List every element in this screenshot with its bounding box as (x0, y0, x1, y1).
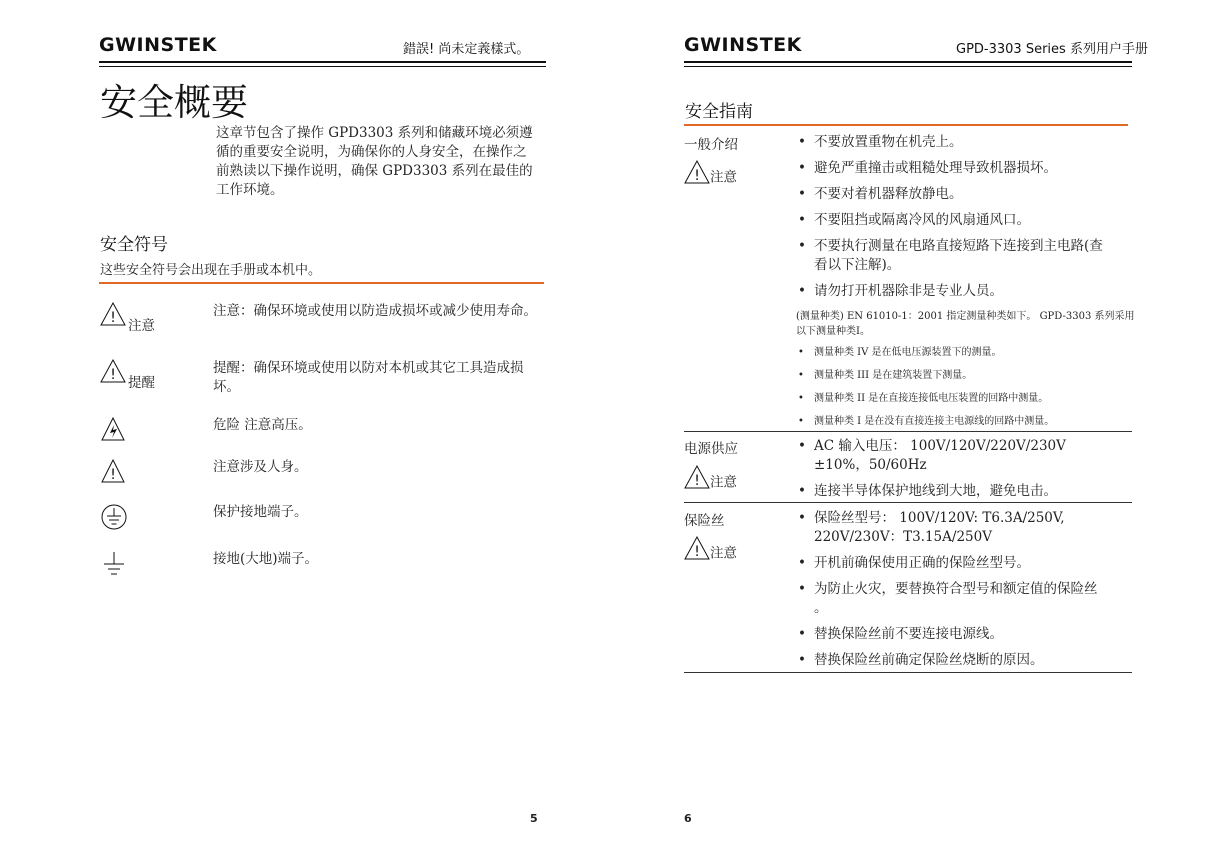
symbol-label: 提醒 (128, 375, 155, 391)
warning-triangle-icon (100, 302, 126, 326)
warning-triangle-icon (100, 359, 126, 383)
fuse-list (796, 509, 1126, 670)
list-item: • AC 输入电压： 100V/120V/220V/230V ±10%，50/60Hz (796, 437, 1114, 475)
header-rule-thin (684, 66, 1132, 67)
header-rule-thin (99, 66, 546, 67)
general-list (796, 133, 1126, 301)
section-title: 安全指南 (685, 102, 753, 122)
svg-text:!: ! (110, 467, 116, 483)
page-title: 安全概要 (100, 81, 248, 124)
list-item: • 避免严重撞击或粗糙处理导致机器损坏。 (796, 159, 1126, 178)
list-item: • 测量种类 I 是在没有直接连接主电源线的回路中测量。 (796, 415, 1126, 429)
list-item: • 不要执行测量在电路直接短路下连接到主电路(查看以下注解)。 (796, 237, 1104, 275)
list-item: • 为防止火灾，要替换符合型号和额定值的保险丝 。 (796, 580, 1104, 618)
ground-icon (100, 550, 128, 580)
list-item: • 不要阻挡或隔离冷风的风扇通风口。 (796, 211, 1126, 230)
list-item: • 测量种类 II 是在直接连接低电压装置的回路中测量。 (796, 392, 1126, 406)
note-label: 注意 (710, 474, 737, 491)
list-item: • 测量种类 III 是在建筑装置下测量。 (796, 369, 1126, 383)
table-divider (684, 672, 1132, 673)
section-subtitle: 这些安全符号会出现在手册或本机中。 (100, 263, 322, 278)
right-page (614, 0, 1228, 868)
svg-text:!: ! (694, 168, 700, 184)
symbol-label: 注意 (128, 318, 155, 334)
intro-text: 这章节包含了操作 GPD3303 系列和储藏环境必须遵循的重要安全说明，为确保你的人身安全，在操作之前熟读以下操作说明，确保 GPD3303 系列在最佳的工作环境。 (216, 125, 533, 198)
header-rule (99, 61, 546, 63)
list-item: • 替换保险丝前不要连接电源线。 (796, 625, 1126, 644)
list-item: • 连接半导体保护地线到大地，避免电击。 (796, 482, 1126, 501)
warning-triangle-icon (684, 465, 710, 489)
symbol-description: 提醒：确保环境或使用以防对本机或其它工具造成损坏。 (213, 360, 524, 395)
list-item: • 测量种类 IV 是在低电压源装置下的测量。 (796, 346, 1126, 360)
warning-triangle-icon (100, 458, 126, 484)
svg-text:!: ! (694, 473, 700, 489)
list-item: • 保险丝型号： 100V/120V: T6.3A/250V, 220V/230V：T3.15A/250V (796, 509, 1114, 547)
category-note (684, 160, 737, 186)
header-title: GPD-3303 Series 系列用户手册 (956, 42, 1148, 57)
symbol-description: 注意：确保环境或使用以防造成损坏或减少使用寿命。 (213, 303, 537, 319)
category-title: 电源供应 (684, 441, 738, 457)
table-divider (684, 502, 1132, 503)
note-label: 注意 (710, 169, 737, 186)
svg-text:!: ! (110, 367, 116, 383)
high-voltage-icon (100, 416, 126, 442)
list-item: • 不要对着机器释放静电。 (796, 185, 1126, 204)
measure-note: (测量种类) EN 61010-1：2001 指定测量种类如下。 GPD-3303 系列采用以下测量种类I。 (796, 311, 1135, 337)
page-number: 6 (684, 812, 692, 825)
page-number: 5 (530, 812, 538, 825)
symbol-description: 危险 注意高压。 (213, 417, 312, 433)
warning-triangle-icon (684, 536, 710, 560)
list-item: • 替换保险丝前确定保险丝烧断的原因。 (796, 651, 1126, 670)
protective-earth-icon (100, 503, 128, 531)
section-title: 安全符号 (100, 235, 168, 255)
list-item: • 不要放置重物在机壳上。 (796, 133, 1126, 152)
symbol-description: 保护接地端子。 (213, 504, 308, 520)
symbol-description: 注意涉及人身。 (213, 459, 308, 475)
power-list (796, 437, 1126, 501)
measure-list (796, 346, 1126, 429)
note-label: 注意 (710, 545, 737, 562)
category-title: 一般介绍 (684, 137, 738, 153)
warning-triangle-icon (684, 160, 710, 184)
brand-logo: GWINSTEK (99, 34, 217, 56)
section-rule (684, 124, 1128, 126)
svg-text:!: ! (110, 310, 116, 326)
brand-logo: GWINSTEK (684, 34, 802, 56)
header-title: 錯誤! 尚未定義樣式。 (403, 42, 530, 57)
header-rule (684, 61, 1132, 63)
symbol-description: 接地(大地)端子。 (213, 551, 319, 567)
list-item: • 开机前确保使用正确的保险丝型号。 (796, 554, 1126, 573)
svg-text:!: ! (694, 544, 700, 560)
category-note (684, 536, 737, 562)
list-item: • 请勿打开机器除非是专业人员。 (796, 282, 1126, 301)
category-title: 保险丝 (684, 513, 725, 529)
table-divider (684, 431, 1132, 432)
category-note (684, 465, 737, 491)
section-rule (99, 282, 544, 284)
